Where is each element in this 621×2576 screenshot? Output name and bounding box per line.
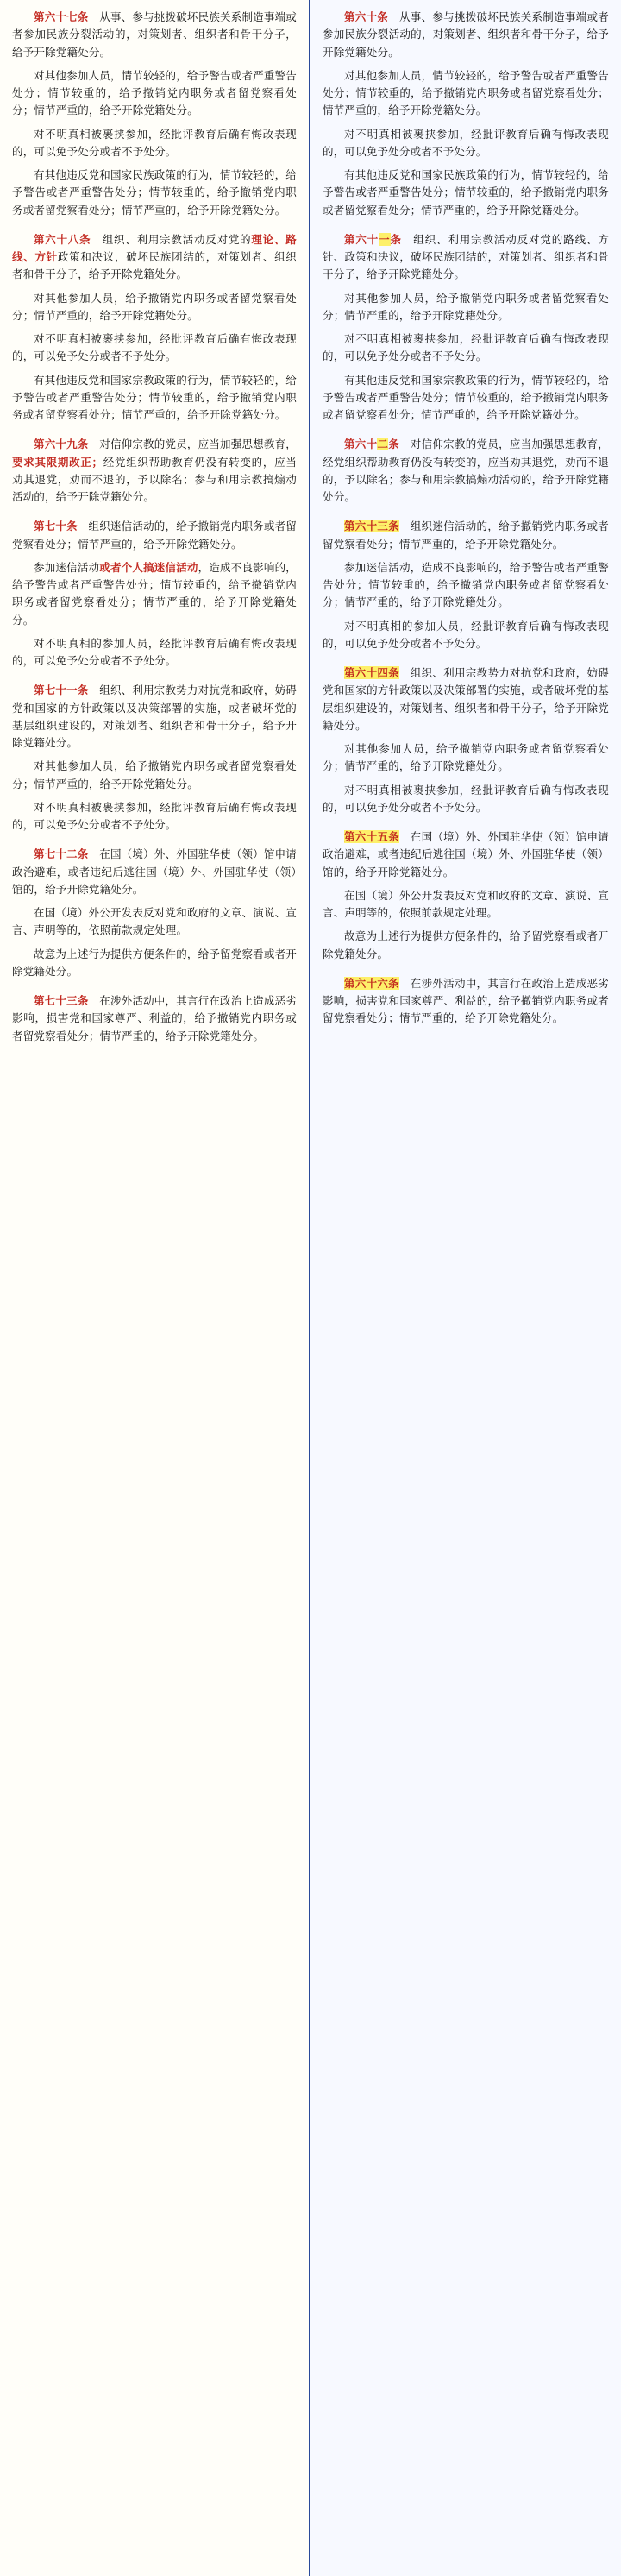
text-run: 在国（境）外公开发表反对党和政府的文章、演说、宣言、声明等的，依照前款规定处理。 (12, 906, 297, 937)
article-paragraph (323, 67, 609, 120)
article-number-highlight: 第六十六条 (344, 976, 399, 990)
text-run: 有其他违反党和国家民族政策的行为，情节较轻的，给予警告或者严重警告处分；情节较重的，给予撤销党内职务或者留党察看处分；情节严重的，给予开除党籍处分。 (323, 168, 609, 217)
text-run: 对信仰宗教的党员，应当加强思想教育，经党组织帮助教育仍没有转变的，应当劝其退党，劝而不退的，予以除名；参与和用宗教搞煽动活动的，给予开除党籍处分。 (323, 438, 609, 503)
article-heading-paragraph (323, 9, 609, 61)
article-heading-paragraph (12, 682, 297, 752)
text-run: 对不明真相被裹挟参加，经批评教育后确有悔改表现的，可以免予处分或者不予处分。 (323, 332, 609, 363)
text-run: 有其他违反党和国家民族政策的行为，情节较轻的，给予警告或者严重警告处分；情节较重的，给予撤销党内职务或者留党察看处分；情节严重的，给予开除党籍处分。 (12, 168, 297, 217)
article-paragraph (323, 740, 609, 776)
article-paragraph (323, 331, 609, 366)
article-number: 条 (390, 232, 402, 246)
article-heading-paragraph (323, 436, 609, 506)
text-run: 组织、利用宗教活动反对党的 (91, 232, 252, 246)
article-block (323, 664, 609, 816)
text-run: 从事、参与挑拨破坏民族关系制造事端或者参加民族分裂活动的，对策划者、组织者和骨干分子，给予开除党籍处分。 (323, 10, 609, 59)
revision-highlight-red: 要求其限期改正； (12, 455, 104, 469)
text-run: 在涉外活动中，其言行在政治上造成恶劣影响，损害党和国家尊严、利益的，给予撤销党内职务或者留党察看处分；情节严重的，给予开除党籍处分。 (323, 976, 609, 1025)
article-block (323, 975, 609, 1028)
text-run: 组织、利用宗教势力对抗党和政府，妨碍党和国家的方针政策以及决策部署的实施，或者破坏党的基层组织建设的，对策划者、组织者和骨干分子，给予开除党籍处分。 (323, 666, 609, 732)
text-run: 在国（境）外、外国驻华使（领）馆申请政治避难，或者违纪后逃往国（境）外、外国驻华使（领）馆的，给予开除党籍处分。 (12, 847, 297, 896)
article-block (12, 231, 297, 425)
article-number: 第六十八条 (34, 232, 91, 246)
article-paragraph (12, 167, 297, 219)
article-paragraph (12, 635, 297, 671)
article-block (323, 9, 609, 219)
article-number-highlight: 一 (379, 232, 391, 246)
article-heading-paragraph (323, 231, 609, 284)
article-heading-paragraph (12, 992, 297, 1045)
text-run: 有其他违反党和国家宗教政策的行为，情节较轻的，给予警告或者严重警告处分；情节较重的，给予撤销党内职务或者留党察看处分；情节严重的，给予开除党籍处分。 (323, 373, 609, 421)
article-number: 第六十条 (344, 10, 389, 23)
article-block (12, 992, 297, 1045)
article-block (323, 518, 609, 652)
article-number-highlight: 第六十五条 (344, 830, 399, 843)
text-run: 组织迷信活动的，给予撤销党内职务或者留党察看处分；情节严重的，给予开除党籍处分。 (323, 520, 609, 551)
text-run: 对不明真相被裹挟参加，经批评教育后确有悔改表现的，可以免予处分或者不予处分。 (12, 800, 297, 831)
text-run: 对不明真相被裹挟参加，经批评教育后确有悔改表现的，可以免予处分或者不予处分。 (12, 127, 297, 158)
article-paragraph (323, 559, 609, 612)
text-run: 对其他参加人员，情节较轻的，给予警告或者严重警告处分；情节较重的，给予撤销党内职务或者留党察看处分；情节严重的，给予开除党籍处分。 (323, 68, 609, 117)
article-number: 第六十七条 (34, 10, 89, 23)
text-run: 参加迷信活动 (34, 560, 100, 574)
article-block (12, 682, 297, 834)
revision-highlight-red: 理论、路线、方针 (12, 232, 297, 263)
article-paragraph (12, 946, 297, 981)
article-heading-paragraph (12, 518, 297, 553)
article-heading-paragraph (12, 436, 297, 506)
text-run: 对不明真相被裹挟参加，经批评教育后确有悔改表现的，可以免予处分或者不予处分。 (323, 127, 609, 158)
revision-highlight-red: 或者个人搞迷信活动 (99, 560, 198, 574)
text-run: 对其他参加人员，给予撤销党内职务或者留党察看处分；情节严重的，给予开除党籍处分。 (12, 291, 297, 322)
article-paragraph (12, 372, 297, 425)
article-heading-paragraph (323, 975, 609, 1028)
text-run: 对其他参加人员，给予撤销党内职务或者留党察看处分；情节严重的，给予开除党籍处分。 (12, 759, 297, 790)
article-block (323, 436, 609, 506)
article-paragraph (323, 290, 609, 325)
article-paragraph (323, 618, 609, 653)
article-paragraph (12, 559, 297, 629)
article-block (12, 518, 297, 670)
article-paragraph (12, 126, 297, 161)
article-number: 第七十二条 (34, 847, 89, 861)
column-left-revised (0, 0, 310, 2576)
text-run: ，造成不良影响的，给予警告或者严重警告处分；情节较重的，给予撤销党内职务或者留党察看处分；情节严重的，给予开除党籍处分。 (12, 560, 297, 627)
article-number: 第七十一条 (34, 683, 89, 697)
article-paragraph (323, 887, 609, 923)
text-run: 参加迷信活动，造成不良影响的，给予警告或者严重警告处分；情节较重的，给予撤销党内职务或者留党察看处分；情节严重的，给予开除党籍处分。 (323, 560, 609, 609)
text-run: 组织迷信活动的，给予撤销党内职务或者留党察看处分；情节严重的，给予开除党籍处分。 (12, 520, 297, 551)
text-run: 对其他参加人员，给予撤销党内职务或者留党察看处分；情节严重的，给予开除党籍处分。 (323, 742, 609, 773)
article-number-highlight: 二 (377, 438, 389, 451)
column-right-original (310, 0, 621, 2576)
text-run: 对不明真相被裹挟参加，经批评教育后确有悔改表现的，可以免予处分或者不予处分。 (323, 783, 609, 814)
article-number: 第六十 (344, 232, 380, 246)
text-run: 对其他参加人员，给予撤销党内职务或者留党察看处分；情节严重的，给予开除党籍处分。 (323, 291, 609, 322)
article-heading-paragraph (323, 664, 609, 734)
article-number: 第七十条 (34, 520, 78, 533)
text-run: 经党组织帮助教育仍没有转变的，应当劝其退党，劝而不退的，予以除名；参与和用宗教搞煽动活动的，给予开除党籍处分。 (12, 455, 297, 503)
article-paragraph (12, 758, 297, 793)
text-run: 在涉外活动中，其言行在政治上造成恶劣影响，损害党和国家尊严、利益的，给予撤销党内职务或者留党察看处分；情节严重的，给予开除党籍处分。 (12, 994, 297, 1042)
article-block (323, 231, 609, 425)
text-run: 政策和决议，破坏民族团结的，对策划者、组织者和骨干分子，给予开除党籍处分。 (12, 250, 297, 281)
article-paragraph (323, 372, 609, 425)
article-paragraph (12, 331, 297, 366)
article-number-highlight: 第六十四条 (344, 666, 399, 679)
article-number: 第六十九条 (34, 438, 89, 451)
article-number: 第六十 (344, 438, 378, 451)
text-run: 对不明真相的参加人员，经批评教育后确有悔改表现的，可以免予处分或者不予处分。 (323, 619, 609, 650)
article-heading-paragraph (12, 9, 297, 61)
text-run: 对其他参加人员，情节较轻的，给予警告或者严重警告处分；情节较重的，给予撤销党内职务或者留党察看处分；情节严重的，给予开除党籍处分。 (12, 68, 297, 117)
text-run: 对不明真相的参加人员，经批评教育后确有悔改表现的，可以免予处分或者不予处分。 (12, 636, 297, 667)
text-run: 组织、利用宗教活动反对党的路线、方针、政策和决议，破坏民族团结的，对策划者、组织者和骨干分子，给予开除党籍处分。 (323, 232, 610, 281)
text-run: 对不明真相被裹挟参加，经批评教育后确有悔改表现的，可以免予处分或者不予处分。 (12, 332, 297, 363)
text-run: 有其他违反党和国家宗教政策的行为，情节较轻的，给予警告或者严重警告处分；情节较重的，给予撤销党内职务或者留党察看处分；情节严重的，给予开除党籍处分。 (12, 373, 297, 421)
article-paragraph (12, 904, 297, 940)
article-number: 第七十三条 (34, 994, 89, 1007)
article-block (12, 846, 297, 980)
text-run: 对信仰宗教的党员，应当加强思想教育， (88, 438, 297, 451)
article-heading-paragraph (12, 231, 297, 284)
article-paragraph (323, 782, 609, 817)
text-run: 组织、利用宗教势力对抗党和政府，妨碍党和国家的方针政策以及决策部署的实施，或者破坏党的基层组织建设的，对策划者、组织者和骨干分子，给予开除党籍处分。 (12, 683, 297, 749)
article-heading-paragraph (323, 828, 609, 881)
article-paragraph (323, 167, 609, 219)
text-run: 从事、参与挑拨破坏民族关系制造事端或者参加民族分裂活动的，对策划者、组织者和骨干分子，给予开除党籍处分。 (12, 10, 297, 59)
article-paragraph (12, 799, 297, 835)
article-number-highlight: 第六十三条 (344, 520, 399, 533)
article-paragraph (12, 67, 297, 120)
article-paragraph (12, 290, 297, 325)
article-block (323, 828, 609, 963)
text-run: 故意为上述行为提供方便条件的，给予留党察看或者开除党籍处分。 (323, 929, 609, 960)
text-run: 在国（境）外公开发表反对党和政府的文章、演说、宣言、声明等的，依照前款规定处理。 (323, 888, 609, 919)
article-paragraph (323, 126, 609, 161)
article-heading-paragraph (323, 518, 609, 553)
text-run: 在国（境）外、外国驻华使（领）馆申请政治避难，或者违纪后逃往国（境）外、外国驻华使（领）馆的，给予开除党籍处分。 (323, 830, 609, 879)
text-run: 故意为上述行为提供方便条件的，给予留党察看或者开除党籍处分。 (12, 947, 297, 978)
article-number: 条 (388, 438, 399, 451)
article-paragraph (323, 928, 609, 963)
article-block (12, 9, 297, 219)
article-block (12, 436, 297, 506)
article-heading-paragraph (12, 846, 297, 898)
